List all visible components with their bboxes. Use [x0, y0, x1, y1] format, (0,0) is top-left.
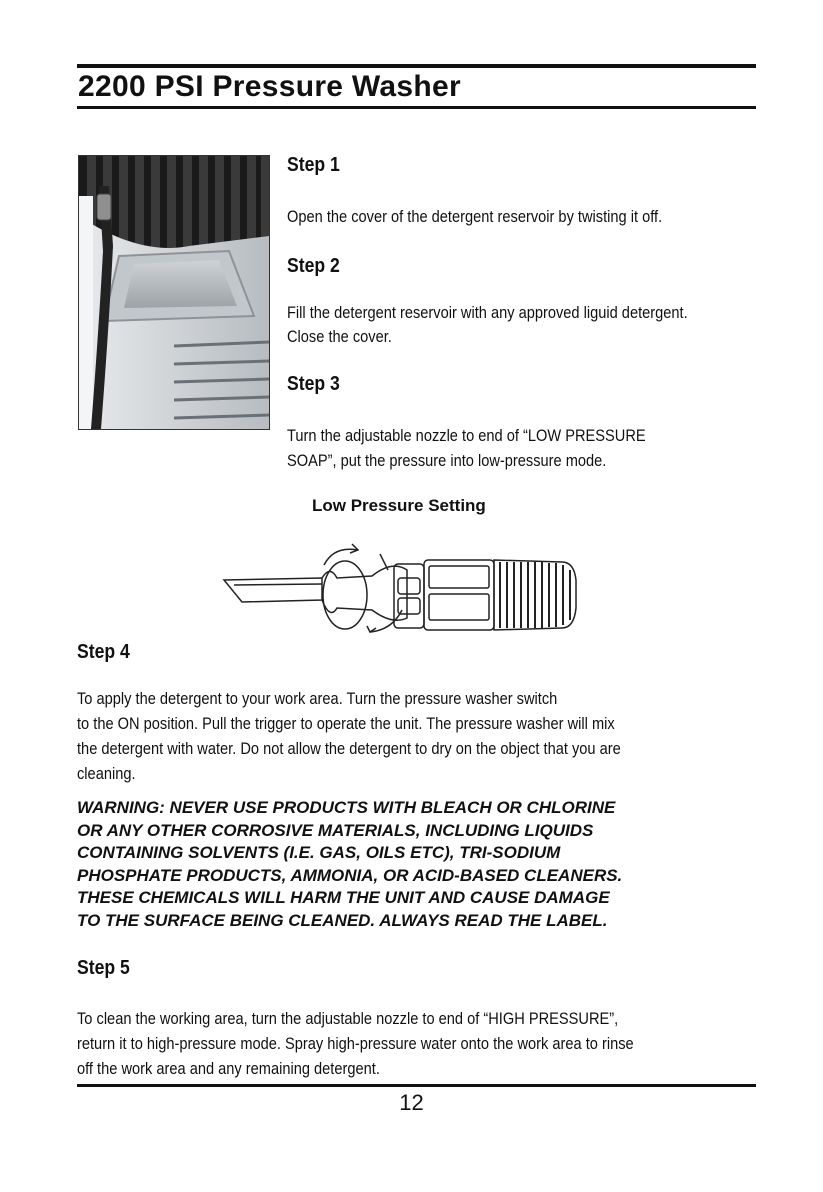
- step-5-heading: Step 5: [77, 957, 130, 979]
- step-2-heading: Step 2: [287, 255, 340, 277]
- step-3-text-line-2: SOAP”, put the pressure into low-pressure mode.: [287, 451, 607, 470]
- diagram-title: Low Pressure Setting: [312, 496, 486, 515]
- top-rule: [77, 64, 756, 68]
- page-number: 12: [399, 1090, 424, 1115]
- step-4-heading: Step 4: [77, 641, 130, 663]
- step-5-text-line-1: To clean the working area, turn the adjustable nozzle to end of “HIGH PRESSURE”,: [77, 1009, 619, 1028]
- step-1-heading: Step 1: [287, 154, 340, 176]
- step-4-text-line-1: To apply the detergent to your work area. Turn the pressure washer switch: [77, 689, 558, 708]
- warning-line-6: TO THE SURFACE BEING CLEANED. ALWAYS READ THE LABEL.: [77, 910, 608, 930]
- step-4-text-line-2: to the ON position. Pull the trigger to operate the unit. The pressure washer will mix: [77, 714, 615, 733]
- title-underline: [77, 106, 756, 109]
- page-title: 2200 PSI Pressure Washer: [78, 70, 461, 103]
- warning-line-2: OR ANY OTHER CORROSIVE MATERIALS, INCLUDING LIQUIDS: [77, 820, 594, 840]
- detergent-reservoir-photo: [78, 155, 270, 430]
- step-2-text-line-2: Close the cover.: [287, 327, 392, 346]
- warning-line-1: WARNING: NEVER USE PRODUCTS WITH BLEACH OR CHLORINE: [77, 798, 616, 817]
- nozzle-rotation-diagram: [222, 540, 602, 640]
- warning-line-3: CONTAINING SOLVENTS (I.E. GAS, OILS ETC), TRI-SODIUM: [77, 843, 561, 862]
- step-2-text-line-1: Fill the detergent reservoir with any approved liguid detergent.: [287, 303, 688, 322]
- bottom-rule: [77, 1084, 756, 1087]
- step-4-text-line-3: the detergent with water. Do not allow the detergent to dry on the object that you are: [77, 739, 621, 758]
- step-3-text-line-1: Turn the adjustable nozzle to end of “LOW PRESSURE: [287, 426, 646, 445]
- step-5-text-line-3: off the work area and any remaining detergent.: [77, 1059, 380, 1078]
- step-4-text-line-4: cleaning.: [77, 764, 136, 783]
- warning-line-4: PHOSPHATE PRODUCTS, AMMONIA, OR ACID-BASED CLEANERS.: [77, 865, 623, 885]
- step-5-text-line-2: return it to high-pressure mode. Spray high-pressure water onto the work area to rinse: [77, 1034, 634, 1053]
- warning-block: [77, 797, 777, 932]
- warning-line-5: THESE CHEMICALS WILL HARM THE UNIT AND CAUSE DAMAGE: [77, 888, 610, 907]
- step-1-text: Open the cover of the detergent reservoir by twisting it off.: [287, 207, 663, 226]
- step-3-heading: Step 3: [287, 373, 340, 395]
